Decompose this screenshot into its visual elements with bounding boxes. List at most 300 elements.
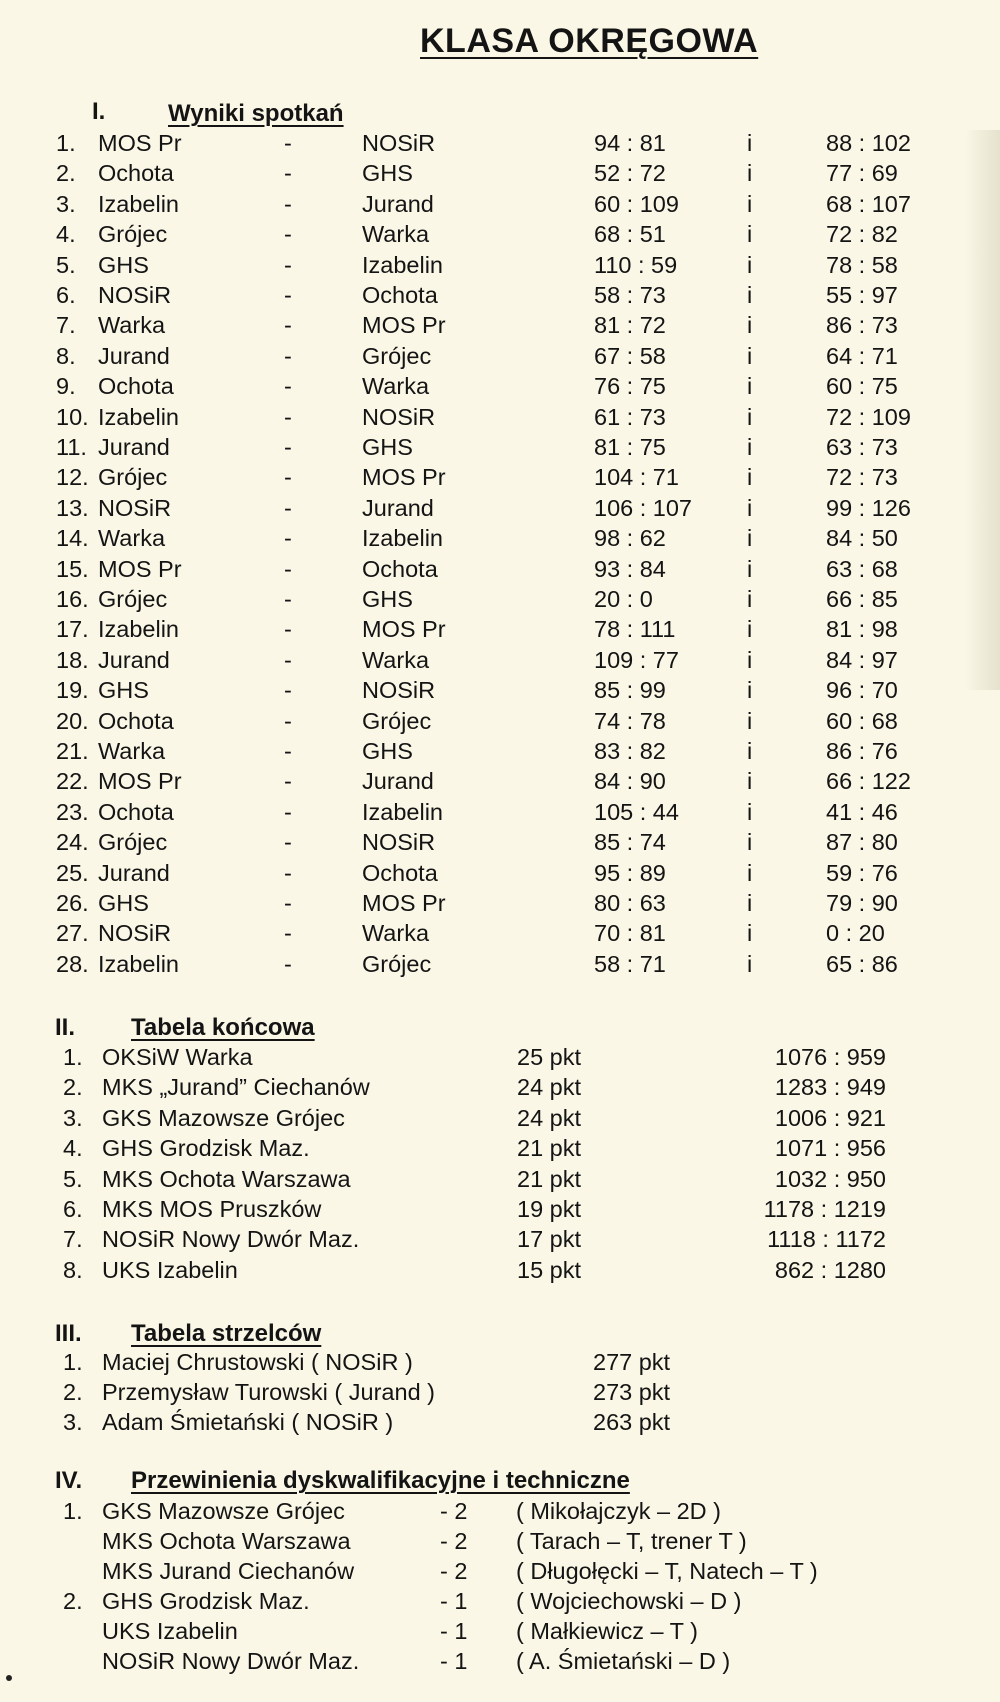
foul-details: ( A. Śmietański – D ) (516, 1648, 731, 1674)
match-row (0, 189, 1000, 219)
scorer-position: 1. (63, 1349, 83, 1375)
away-team: GHS (362, 586, 413, 612)
match-number: 16. (56, 586, 89, 612)
match-number: 3. (56, 190, 76, 217)
home-team: GHS (98, 251, 149, 278)
first-score: 85 : 99 (594, 677, 666, 704)
foul-count: - 2 (440, 1558, 468, 1584)
home-team: Grójec (98, 829, 168, 856)
scorer-points: 277 pkt (593, 1349, 671, 1375)
home-team: Jurand (98, 342, 170, 369)
away-team: MOS Pr (362, 616, 446, 643)
second-score: 72 : 73 (826, 464, 898, 491)
conjunction: i (747, 616, 753, 643)
away-team: Izabelin (362, 525, 443, 552)
separator: - (284, 829, 292, 856)
standing-row (0, 1255, 1000, 1285)
team-name: GHS Grodzisk Maz. (102, 1135, 310, 1162)
match-number: 23. (56, 798, 89, 825)
match-number: 22. (56, 768, 89, 795)
separator: - (284, 950, 292, 977)
team-points: 17 pkt (517, 1226, 582, 1253)
away-team: Warka (362, 373, 430, 400)
match-row (0, 584, 1000, 614)
match-number: 25. (56, 859, 89, 886)
away-team: Ochota (362, 555, 438, 582)
scorer-row (0, 1347, 1000, 1377)
away-team: Ochota (362, 859, 438, 886)
separator: - (284, 342, 292, 369)
foul-row (0, 1586, 1000, 1616)
home-team: Warka (98, 312, 166, 339)
match-number: 4. (56, 221, 76, 248)
basket-ratio: 1283 : 949 (774, 1074, 886, 1101)
second-score: 77 : 69 (826, 160, 898, 187)
home-team: Ochota (98, 373, 174, 400)
separator: - (284, 160, 292, 187)
foul-details: ( Długołęcki – T, Natech – T ) (516, 1558, 818, 1584)
match-row (0, 888, 1000, 918)
home-team: Warka (98, 738, 166, 764)
home-team: GHS (98, 677, 149, 704)
team-points: 25 pkt (517, 1044, 582, 1070)
basket-ratio: 1032 : 950 (774, 1165, 886, 1192)
first-score: 98 : 62 (594, 525, 666, 552)
home-team: Izabelin (98, 190, 179, 217)
standing-position: 8. (63, 1256, 83, 1283)
second-score: 55 : 97 (826, 282, 898, 308)
section-1-number: I. (92, 98, 106, 125)
conjunction: i (747, 251, 753, 278)
conjunction: i (747, 768, 753, 795)
section-3-heading: Tabela strzelców (131, 1320, 322, 1347)
standing-row (0, 1103, 1000, 1133)
home-team: Ochota (98, 707, 174, 734)
conjunction: i (747, 950, 753, 977)
conjunction: i (747, 525, 753, 552)
home-team: Ochota (98, 798, 174, 825)
scorer-name: Maciej Chrustowski ( NOSiR ) (102, 1349, 413, 1375)
conjunction: i (747, 920, 753, 947)
separator: - (284, 251, 292, 278)
first-score: 60 : 109 (594, 190, 679, 217)
scorer-position: 2. (63, 1379, 83, 1405)
home-team: NOSiR (98, 494, 172, 521)
match-row (0, 158, 1000, 188)
first-score: 85 : 74 (594, 829, 666, 856)
second-score: 0 : 20 (826, 920, 885, 947)
conjunction: i (747, 160, 753, 187)
second-score: 84 : 50 (826, 525, 898, 552)
scorer-row (0, 1377, 1000, 1407)
foul-team: GHS Grodzisk Maz. (102, 1588, 310, 1614)
team-name: MKS Ochota Warszawa (102, 1165, 351, 1192)
page-title: KLASA OKRĘGOWA (420, 22, 759, 60)
away-team: Jurand (362, 494, 434, 521)
match-row (0, 675, 1000, 705)
match-row (0, 493, 1000, 523)
standing-position: 6. (63, 1196, 83, 1222)
match-number: 5. (56, 251, 76, 278)
conjunction: i (747, 190, 753, 217)
home-team: Jurand (98, 434, 170, 460)
match-number: 19. (56, 677, 89, 704)
separator: - (284, 525, 292, 552)
second-score: 65 : 86 (826, 950, 898, 977)
foul-row (0, 1556, 1000, 1586)
team-name: OKSiW Warka (102, 1044, 253, 1070)
standing-row (0, 1224, 1000, 1254)
first-score: 106 : 107 (594, 494, 693, 521)
second-score: 63 : 68 (826, 555, 898, 582)
separator: - (284, 464, 292, 491)
home-team: Jurand (98, 646, 170, 673)
separator: - (284, 646, 292, 673)
foul-group-number: 1. (63, 1498, 83, 1524)
standing-position: 2. (63, 1074, 83, 1101)
away-team: GHS (362, 738, 413, 764)
home-team: Jurand (98, 859, 170, 886)
separator: - (284, 434, 292, 460)
conjunction: i (747, 403, 753, 430)
conjunction: i (747, 707, 753, 734)
section-3-number: III. (55, 1320, 82, 1347)
team-name: MKS MOS Pruszków (102, 1196, 322, 1222)
home-team: Izabelin (98, 403, 179, 430)
match-number: 24. (56, 829, 89, 856)
separator: - (284, 130, 292, 156)
match-number: 2. (56, 160, 76, 187)
match-row (0, 371, 1000, 401)
separator: - (284, 920, 292, 947)
match-number: 8. (56, 342, 76, 369)
first-score: 61 : 73 (594, 403, 666, 430)
first-score: 52 : 72 (594, 160, 666, 187)
match-number: 9. (56, 373, 76, 400)
conjunction: i (747, 646, 753, 673)
basket-ratio: 1118 : 1172 (767, 1226, 886, 1253)
match-number: 12. (56, 464, 89, 491)
standing-row (0, 1194, 1000, 1224)
away-team: Grójec (362, 707, 432, 734)
second-score: 72 : 109 (826, 403, 911, 430)
away-team: Grójec (362, 950, 432, 977)
scorer-points: 263 pkt (593, 1409, 671, 1435)
match-row (0, 250, 1000, 280)
away-team: Izabelin (362, 798, 443, 825)
team-name: UKS Izabelin (102, 1256, 238, 1283)
separator: - (284, 555, 292, 582)
second-score: 66 : 122 (826, 768, 911, 795)
second-score: 81 : 98 (826, 616, 898, 643)
second-score: 60 : 68 (826, 707, 898, 734)
separator: - (284, 768, 292, 795)
foul-count: - 1 (440, 1588, 468, 1614)
standing-row (0, 1042, 1000, 1072)
match-row (0, 402, 1000, 432)
second-score: 72 : 82 (826, 221, 898, 248)
separator: - (284, 312, 292, 339)
second-score: 87 : 80 (826, 829, 898, 856)
match-row (0, 341, 1000, 371)
first-score: 94 : 81 (594, 130, 666, 156)
home-team: Grójec (98, 464, 168, 491)
section-4-heading: Przewinienia dyskwalifikacyjne i techniczne (131, 1467, 630, 1494)
away-team: NOSiR (362, 829, 436, 856)
basket-ratio: 1006 : 921 (774, 1104, 886, 1131)
scorer-name: Przemysław Turowski ( Jurand ) (102, 1379, 435, 1405)
home-team: NOSiR (98, 920, 172, 947)
away-team: GHS (362, 434, 413, 460)
foul-team: GKS Mazowsze Grójec (102, 1498, 345, 1524)
away-team: Izabelin (362, 251, 443, 278)
match-row (0, 554, 1000, 584)
home-team: Warka (98, 525, 166, 552)
foul-count: - 2 (440, 1498, 468, 1524)
basket-ratio: 1071 : 956 (774, 1135, 886, 1162)
standing-position: 1. (63, 1044, 83, 1070)
away-team: MOS Pr (362, 890, 446, 916)
second-score: 86 : 73 (826, 312, 898, 339)
match-number: 1. (56, 130, 76, 156)
basket-ratio: 1076 : 959 (774, 1044, 886, 1070)
match-number: 17. (56, 616, 89, 643)
match-row (0, 827, 1000, 857)
separator: - (284, 403, 292, 430)
home-team: Izabelin (98, 950, 179, 977)
first-score: 76 : 75 (594, 373, 666, 400)
away-team: MOS Pr (362, 312, 446, 339)
separator: - (284, 859, 292, 886)
match-row (0, 918, 1000, 948)
conjunction: i (747, 798, 753, 825)
standing-row (0, 1164, 1000, 1194)
match-row (0, 645, 1000, 675)
match-number: 18. (56, 646, 89, 673)
separator: - (284, 373, 292, 400)
team-points: 19 pkt (517, 1196, 582, 1222)
first-score: 81 : 75 (594, 434, 666, 460)
second-score: 88 : 102 (826, 130, 911, 156)
separator: - (284, 586, 292, 612)
standing-position: 3. (63, 1104, 83, 1131)
section-4-number: IV. (55, 1467, 83, 1494)
foul-team: NOSiR Nowy Dwór Maz. (102, 1648, 360, 1674)
away-team: NOSiR (362, 677, 436, 704)
second-score: 79 : 90 (826, 890, 898, 916)
match-number: 15. (56, 555, 89, 582)
match-number: 10. (56, 403, 89, 430)
conjunction: i (747, 677, 753, 704)
second-score: 68 : 107 (826, 190, 911, 217)
team-points: 24 pkt (517, 1104, 582, 1131)
conjunction: i (747, 312, 753, 339)
first-score: 67 : 58 (594, 342, 666, 369)
home-team: MOS Pr (98, 555, 182, 582)
scorer-position: 3. (63, 1409, 83, 1435)
match-row (0, 797, 1000, 827)
basket-ratio: 862 : 1280 (774, 1256, 886, 1283)
conjunction: i (747, 464, 753, 491)
team-points: 21 pkt (517, 1165, 582, 1192)
match-row (0, 858, 1000, 888)
basket-ratio: 1178 : 1219 (763, 1196, 886, 1222)
match-row (0, 614, 1000, 644)
match-number: 28. (56, 950, 89, 977)
away-team: Grójec (362, 342, 432, 369)
conjunction: i (747, 434, 753, 460)
match-number: 27. (56, 920, 89, 947)
foul-details: ( Wojciechowski – D ) (516, 1588, 742, 1614)
conjunction: i (747, 221, 753, 248)
conjunction: i (747, 555, 753, 582)
second-score: 99 : 126 (826, 494, 911, 521)
foul-team: MKS Ochota Warszawa (102, 1528, 351, 1554)
foul-count: - 1 (440, 1648, 468, 1674)
first-score: 58 : 71 (594, 950, 666, 977)
conjunction: i (747, 890, 753, 916)
first-score: 95 : 89 (594, 859, 666, 886)
conjunction: i (747, 130, 753, 156)
foul-details: ( Mikołajczyk – 2D ) (516, 1498, 722, 1524)
foul-count: - 1 (440, 1618, 468, 1644)
away-team: Jurand (362, 768, 434, 795)
first-score: 84 : 90 (594, 768, 666, 795)
home-team: GHS (98, 890, 149, 916)
conjunction: i (747, 738, 753, 764)
away-team: Warka (362, 646, 430, 673)
away-team: NOSiR (362, 130, 436, 156)
separator: - (284, 738, 292, 764)
first-score: 58 : 73 (594, 282, 666, 308)
foul-group-number: 2. (63, 1588, 83, 1614)
match-number: 21. (56, 738, 89, 764)
second-score: 84 : 97 (826, 646, 898, 673)
match-row (0, 523, 1000, 553)
conjunction: i (747, 829, 753, 856)
first-score: 93 : 84 (594, 555, 666, 582)
foul-count: - 2 (440, 1528, 468, 1554)
first-score: 74 : 78 (594, 707, 666, 734)
home-team: NOSiR (98, 282, 172, 308)
first-score: 80 : 63 (594, 890, 666, 916)
separator: - (284, 190, 292, 217)
second-score: 64 : 71 (826, 342, 898, 369)
home-team: MOS Pr (98, 130, 182, 156)
team-name: MKS „Jurand” Ciechanów (102, 1074, 370, 1101)
away-team: Ochota (362, 282, 438, 308)
team-points: 21 pkt (517, 1135, 582, 1162)
match-number: 13. (56, 494, 89, 521)
home-team: Grójec (98, 221, 168, 248)
first-score: 20 : 0 (594, 586, 653, 612)
away-team: MOS Pr (362, 464, 446, 491)
first-score: 70 : 81 (594, 920, 666, 947)
separator: - (284, 616, 292, 643)
first-score: 105 : 44 (594, 798, 679, 825)
match-row (0, 219, 1000, 249)
team-points: 15 pkt (517, 1256, 582, 1283)
foul-row (0, 1496, 1000, 1526)
match-number: 7. (56, 312, 76, 339)
conjunction: i (747, 859, 753, 886)
second-score: 63 : 73 (826, 434, 898, 460)
foul-row (0, 1526, 1000, 1556)
match-number: 6. (56, 282, 76, 308)
match-row (0, 462, 1000, 492)
scan-speck (6, 1675, 12, 1681)
match-number: 14. (56, 525, 89, 552)
first-score: 110 : 59 (594, 251, 678, 278)
separator: - (284, 677, 292, 704)
second-score: 86 : 76 (826, 738, 898, 764)
foul-details: ( Tarach – T, trener T ) (516, 1528, 747, 1554)
standing-position: 4. (63, 1135, 83, 1162)
first-score: 83 : 82 (594, 738, 666, 764)
second-score: 41 : 46 (826, 798, 898, 825)
section-2-heading: Tabela końcowa (131, 1014, 315, 1041)
match-row (0, 766, 1000, 796)
separator: - (284, 221, 292, 248)
standing-row (0, 1133, 1000, 1163)
match-row (0, 432, 1000, 462)
separator: - (284, 890, 292, 916)
match-number: 20. (56, 707, 89, 734)
conjunction: i (747, 586, 753, 612)
team-name: NOSiR Nowy Dwór Maz. (102, 1226, 360, 1253)
away-team: Warka (362, 221, 430, 248)
away-team: GHS (362, 160, 413, 187)
match-row (0, 706, 1000, 736)
section-2-number: II. (55, 1014, 76, 1041)
separator: - (284, 798, 292, 825)
second-score: 66 : 85 (826, 586, 898, 612)
match-row (0, 280, 1000, 310)
first-score: 78 : 111 (594, 616, 676, 643)
match-number: 26. (56, 890, 89, 916)
home-team: Izabelin (98, 616, 179, 643)
section-1-heading: Wyniki spotkań (168, 100, 344, 127)
foul-row (0, 1616, 1000, 1646)
match-row (0, 310, 1000, 340)
scorer-row (0, 1407, 1000, 1437)
home-team: Grójec (98, 586, 168, 612)
home-team: MOS Pr (98, 768, 182, 795)
first-score: 109 : 77 (594, 646, 679, 673)
foul-row (0, 1646, 1000, 1676)
match-row (0, 128, 1000, 158)
second-score: 59 : 76 (826, 859, 898, 886)
conjunction: i (747, 282, 753, 308)
team-name: GKS Mazowsze Grójec (102, 1104, 345, 1131)
match-row (0, 736, 1000, 766)
separator: - (284, 707, 292, 734)
conjunction: i (747, 342, 753, 369)
first-score: 68 : 51 (594, 221, 666, 248)
foul-team: UKS Izabelin (102, 1618, 238, 1644)
away-team: NOSiR (362, 403, 436, 430)
standing-position: 7. (63, 1226, 83, 1253)
scorer-name: Adam Śmietański ( NOSiR ) (102, 1409, 394, 1435)
home-team: Ochota (98, 160, 174, 187)
foul-team: MKS Jurand Ciechanów (102, 1558, 355, 1584)
conjunction: i (747, 373, 753, 400)
first-score: 104 : 71 (594, 464, 679, 491)
first-score: 81 : 72 (594, 312, 666, 339)
away-team: Warka (362, 920, 430, 947)
standing-position: 5. (63, 1165, 83, 1192)
away-team: Jurand (362, 190, 434, 217)
